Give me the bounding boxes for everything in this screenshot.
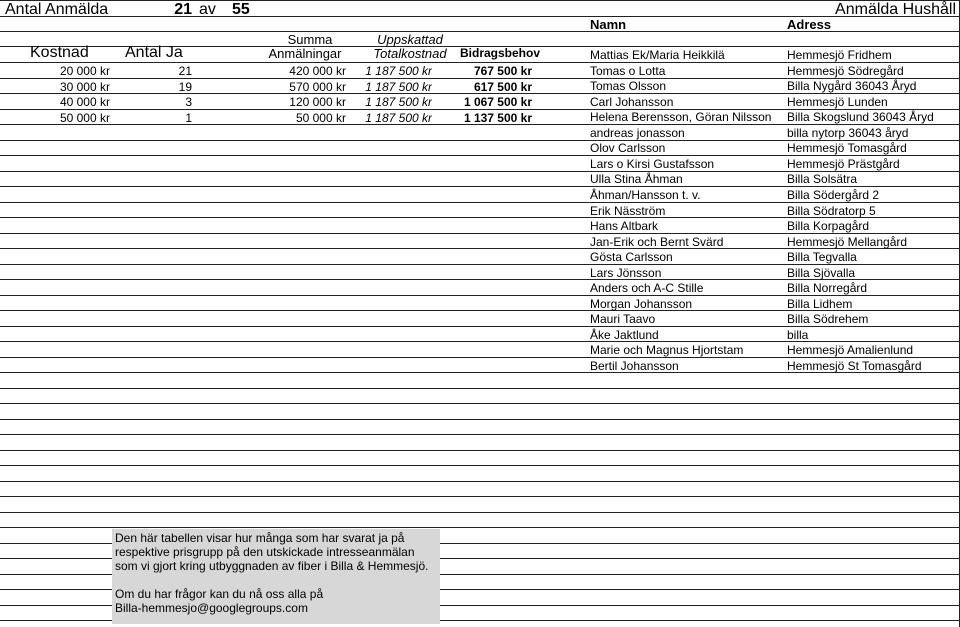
price-cell-bidrag[interactable]: 1 067 500 kr <box>463 95 532 110</box>
grid-line <box>0 450 960 451</box>
household-name[interactable]: Jan-Erik och Bernt Svärd <box>590 234 724 249</box>
household-address[interactable]: Hemmesjö Amalienlund <box>787 343 914 358</box>
note-line: som vi gjort kring utbyggnaden av fiber i Billa & Hemmesjö. <box>115 559 429 573</box>
price-cell-upp[interactable]: 1 187 500 kr <box>365 95 432 110</box>
av-label: av <box>199 1 216 18</box>
household-address[interactable]: Billa Korpagård <box>787 219 870 234</box>
grid-line <box>0 512 960 513</box>
price-cell-bidrag[interactable]: 617 500 kr <box>473 79 532 94</box>
household-name[interactable]: Bertil Johansson <box>590 359 679 373</box>
household-name[interactable]: andreas jonasson <box>590 125 685 140</box>
household-name[interactable]: Olov Carlsson <box>590 141 666 156</box>
grid-line <box>0 481 960 482</box>
household-name[interactable]: Tomas o Lotta <box>590 63 666 78</box>
price-cell-summa[interactable]: 50 000 kr <box>295 110 346 125</box>
household-name[interactable]: Helena Berensson, Göran Nilsson <box>590 110 772 125</box>
household-name[interactable]: Anders och A-C Stille <box>590 281 704 296</box>
household-address[interactable]: billa nytorp 36043 åryd <box>787 125 909 140</box>
household-address[interactable]: billa <box>787 327 809 342</box>
note-line: Om du har frågor kan du nå oss alla på <box>115 587 324 601</box>
price-cell-kostnad[interactable]: 30 000 kr <box>59 79 110 94</box>
household-address[interactable]: Hemmesjö Mellangård <box>787 234 908 249</box>
grid-line <box>0 434 960 435</box>
household-name[interactable]: Morgan Johansson <box>590 296 693 311</box>
household-name[interactable]: Hans Altbark <box>590 219 659 234</box>
uppskattad-header-1: Uppskattad <box>377 32 443 47</box>
grid-line <box>0 496 960 497</box>
adress-header: Adress <box>787 17 832 32</box>
household-address[interactable]: Billa Skogslund 36043 Åryd <box>787 110 934 125</box>
grid-line <box>0 527 960 528</box>
grid-line <box>0 388 960 389</box>
household-address[interactable]: Billa Lidhem <box>787 296 853 311</box>
anmalda-hushall-label: Anmälda Hushåll <box>835 1 956 18</box>
price-cell-bidrag[interactable]: 767 500 kr <box>473 64 532 78</box>
price-cell-summa[interactable]: 120 000 kr <box>289 95 346 110</box>
uppskattad-header-2: Totalkostnad <box>373 46 447 61</box>
summa-header-2: Anmälningar <box>268 46 342 61</box>
price-cell-summa[interactable]: 420 000 kr <box>289 64 346 78</box>
bidragsbehov-header: Bidragsbehov <box>459 46 540 60</box>
household-address[interactable]: Billa Södergård 2 <box>787 187 880 202</box>
household-address[interactable]: Billa Solsätra <box>787 172 858 187</box>
note-line: Den här tabellen visar hur många som har svarat ja på <box>115 531 405 545</box>
household-name[interactable]: Tomas Olsson <box>590 79 667 94</box>
household-address[interactable]: Hemmesjö Fridhem <box>787 48 892 62</box>
household-address[interactable]: Hemmesjö Tomasgård <box>787 141 907 156</box>
price-cell-antal[interactable]: 19 <box>178 79 192 94</box>
household-address[interactable]: Billa Tegvalla <box>787 250 857 265</box>
grid-line <box>0 403 960 404</box>
household-address[interactable]: Hemmesjö St Tomasgård <box>787 359 922 373</box>
household-name[interactable]: Marie och Magnus Hjortstam <box>590 343 744 358</box>
household-address[interactable]: Hemmesjö Södregård <box>787 63 904 78</box>
price-cell-kostnad[interactable]: 20 000 kr <box>59 64 110 78</box>
household-name[interactable]: Åke Jaktlund <box>590 327 659 342</box>
price-cell-upp[interactable]: 1 187 500 kr <box>365 79 432 94</box>
grid-line <box>0 419 960 420</box>
household-name[interactable]: Mattias Ek/Maria Heikkilä <box>590 48 725 62</box>
price-cell-bidrag[interactable]: 1 137 500 kr <box>463 110 532 125</box>
total-households[interactable]: 55 <box>232 1 250 18</box>
price-cell-antal[interactable]: 1 <box>185 110 192 125</box>
price-cell-antal[interactable]: 3 <box>185 95 192 110</box>
household-address[interactable]: Hemmesjö Prästgård <box>787 156 900 171</box>
kostnad-header: Kostnad <box>30 44 89 61</box>
namn-header: Namn <box>590 17 627 32</box>
household-name[interactable]: Mauri Taavo <box>590 312 656 327</box>
household-name[interactable]: Carl Johansson <box>590 94 674 109</box>
summa-header-1: Summa <box>287 32 333 47</box>
household-address[interactable]: Billa Nygård 36043 Åryd <box>787 79 917 94</box>
household-address[interactable]: Hemmesjö Lunden <box>787 94 888 109</box>
note-line: respektive prisgrupp på den utskickade intresseanmälan <box>115 545 415 559</box>
price-cell-upp[interactable]: 1 187 500 kr <box>365 64 432 78</box>
household-name[interactable]: Åhman/Hansson t. v. <box>590 187 701 202</box>
household-name[interactable]: Ulla Stina Åhman <box>590 172 683 187</box>
household-address[interactable]: Billa Södrehem <box>787 312 869 327</box>
price-cell-upp[interactable]: 1 187 500 kr <box>365 110 432 125</box>
household-address[interactable]: Billa Norregård <box>787 281 868 296</box>
antal-ja-header: Antal Ja <box>125 44 183 61</box>
info-note <box>112 529 440 624</box>
price-cell-summa[interactable]: 570 000 kr <box>289 79 346 94</box>
price-cell-antal[interactable]: 21 <box>178 64 192 78</box>
grid-line <box>0 465 960 466</box>
anmalda-count[interactable]: 21 <box>174 1 192 18</box>
price-cell-kostnad[interactable]: 50 000 kr <box>59 110 110 125</box>
price-cell-kostnad[interactable]: 40 000 kr <box>59 95 110 110</box>
contact-email[interactable]: Billa-hemmesjo@googlegroups.com <box>115 601 308 615</box>
household-name[interactable]: Lars o Kirsi Gustafsson <box>590 156 715 171</box>
household-name[interactable]: Lars Jönsson <box>590 265 662 280</box>
antal-anmalda-label: Antal Anmälda <box>5 1 109 18</box>
household-address[interactable]: Billa Södratorp 5 <box>787 203 876 218</box>
household-name[interactable]: Erik Näsström <box>590 203 666 218</box>
household-address[interactable]: Billa Sjövalla <box>787 265 856 280</box>
household-name[interactable]: Gösta Carlsson <box>590 250 673 265</box>
